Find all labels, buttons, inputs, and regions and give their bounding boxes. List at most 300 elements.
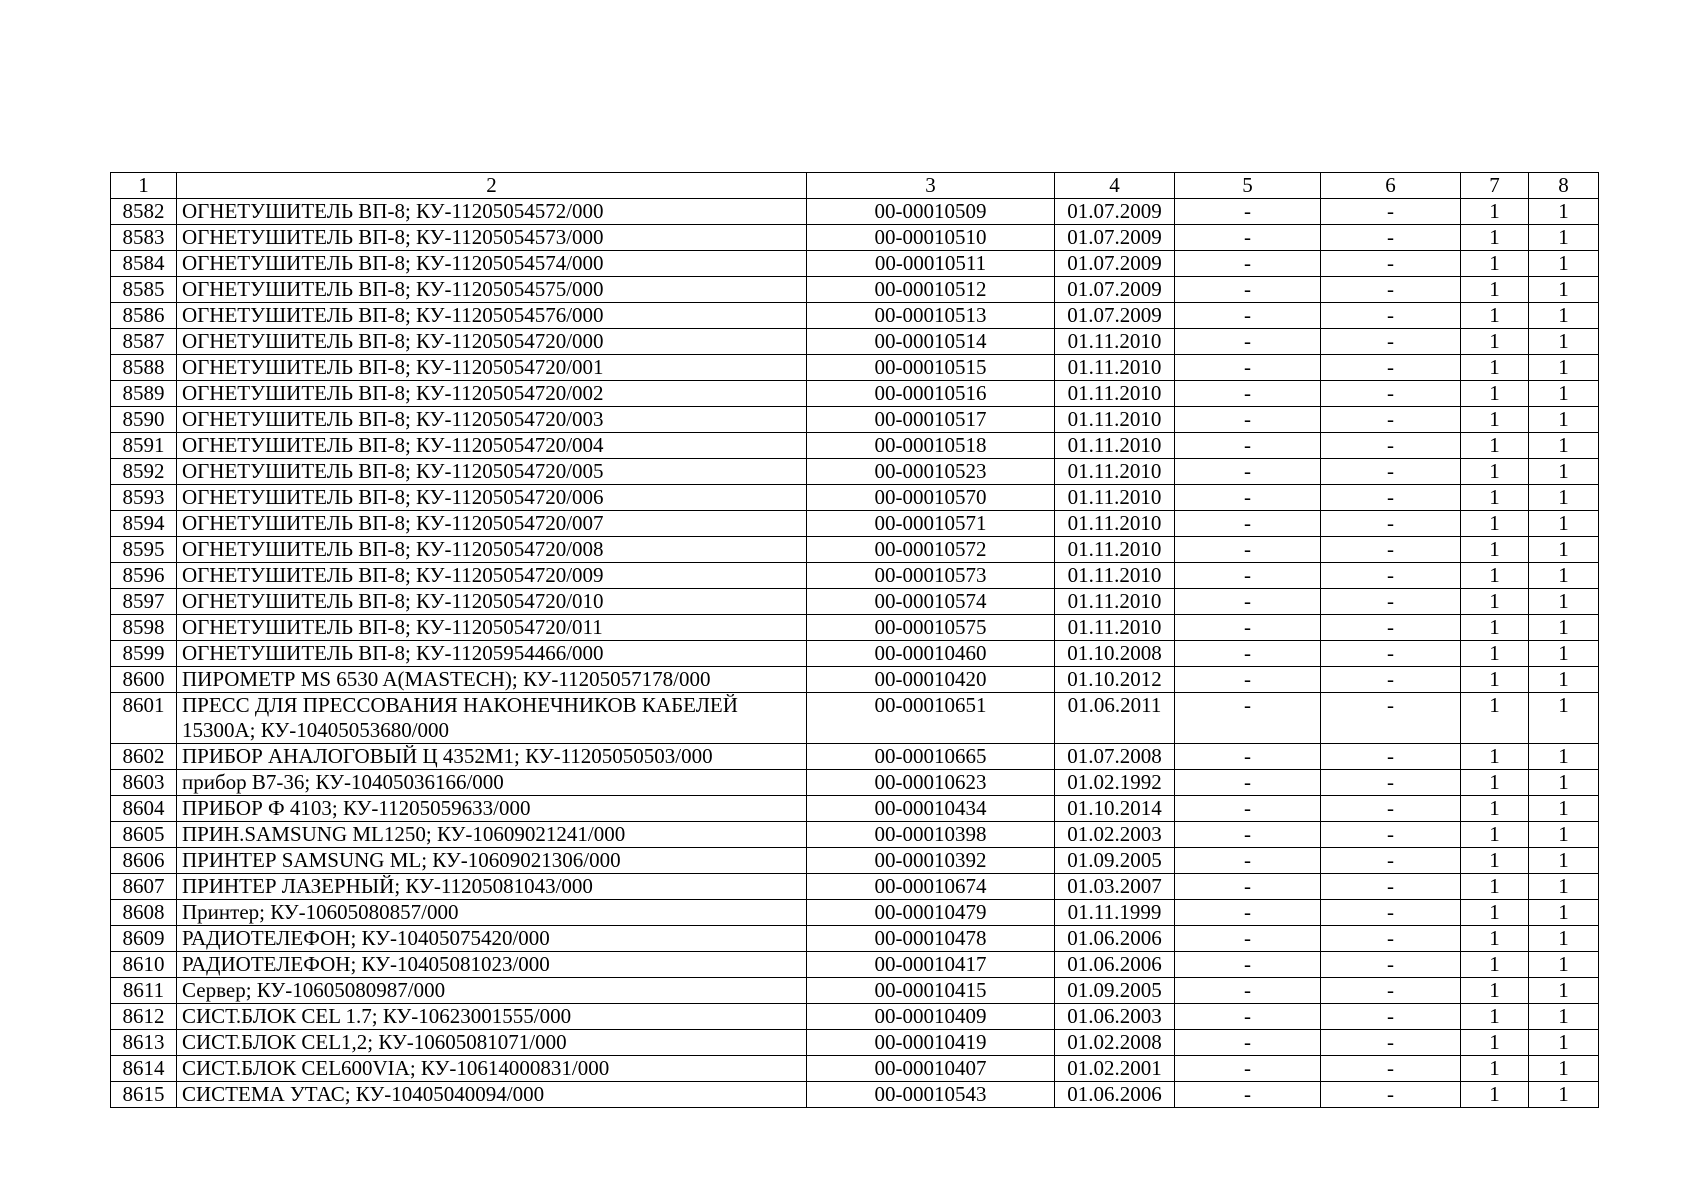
column-6-cell: - (1321, 511, 1461, 537)
date-cell: 01.02.2001 (1055, 1056, 1175, 1082)
table-row (111, 303, 1599, 329)
column-5-cell: - (1175, 900, 1321, 926)
column-8-cell: 1 (1529, 848, 1599, 874)
inventory-code-cell: 00-00010511 (807, 251, 1055, 277)
date-cell: 01.03.2007 (1055, 874, 1175, 900)
table-row (111, 874, 1599, 900)
date-cell: 01.06.2003 (1055, 1004, 1175, 1030)
table-row (111, 433, 1599, 459)
table-row (111, 1056, 1599, 1082)
item-name-cell: ПРИН.SAMSUNG ML1250; КУ-10609021241/000 (177, 822, 807, 848)
inventory-code-cell: 00-00010509 (807, 199, 1055, 225)
inventory-code-cell: 00-00010407 (807, 1056, 1055, 1082)
inventory-code-cell: 00-00010434 (807, 796, 1055, 822)
column-5-cell: - (1175, 1056, 1321, 1082)
inventory-code-cell: 00-00010514 (807, 329, 1055, 355)
column-6-cell: - (1321, 407, 1461, 433)
column-7-cell: 1 (1461, 433, 1529, 459)
column-header: 7 (1461, 173, 1529, 199)
inventory-code-cell: 00-00010573 (807, 563, 1055, 589)
item-name-cell: ОГНЕТУШИТЕЛЬ ВП-8; КУ-11205054720/001 (177, 355, 807, 381)
table-row (111, 199, 1599, 225)
item-name-cell: ОГНЕТУШИТЕЛЬ ВП-8; КУ-11205054572/000 (177, 199, 807, 225)
column-8-cell: 1 (1529, 459, 1599, 485)
column-6-cell: - (1321, 1056, 1461, 1082)
row-number-cell: 8595 (111, 537, 177, 563)
date-cell: 01.07.2009 (1055, 199, 1175, 225)
date-cell: 01.07.2009 (1055, 277, 1175, 303)
column-8-cell: 1 (1529, 641, 1599, 667)
inventory-code-cell: 00-00010510 (807, 225, 1055, 251)
column-6-cell: - (1321, 459, 1461, 485)
column-5-cell: - (1175, 225, 1321, 251)
column-6-cell: - (1321, 381, 1461, 407)
column-8-cell: 1 (1529, 796, 1599, 822)
row-number-cell: 8611 (111, 978, 177, 1004)
table-row (111, 329, 1599, 355)
inventory-code-cell: 00-00010570 (807, 485, 1055, 511)
column-7-cell: 1 (1461, 1082, 1529, 1108)
table-row (111, 537, 1599, 563)
item-name-cell: ОГНЕТУШИТЕЛЬ ВП-8; КУ-11205054720/009 (177, 563, 807, 589)
inventory-code-cell: 00-00010398 (807, 822, 1055, 848)
row-number-cell: 8610 (111, 952, 177, 978)
inventory-code-cell: 00-00010575 (807, 615, 1055, 641)
column-8-cell: 1 (1529, 225, 1599, 251)
date-cell: 01.07.2008 (1055, 744, 1175, 770)
column-7-cell: 1 (1461, 693, 1529, 744)
table-row (111, 407, 1599, 433)
date-cell: 01.07.2009 (1055, 303, 1175, 329)
column-7-cell: 1 (1461, 926, 1529, 952)
column-7-cell: 1 (1461, 329, 1529, 355)
column-5-cell: - (1175, 459, 1321, 485)
row-number-cell: 8613 (111, 1030, 177, 1056)
column-6-cell: - (1321, 1004, 1461, 1030)
date-cell: 01.11.2010 (1055, 407, 1175, 433)
table-row (111, 744, 1599, 770)
table-row (111, 1030, 1599, 1056)
column-5-cell: - (1175, 537, 1321, 563)
date-cell: 01.11.2010 (1055, 563, 1175, 589)
column-5-cell: - (1175, 926, 1321, 952)
column-5-cell: - (1175, 1004, 1321, 1030)
column-5-cell: - (1175, 329, 1321, 355)
inventory-code-cell: 00-00010523 (807, 459, 1055, 485)
table-row (111, 978, 1599, 1004)
item-name-cell: ОГНЕТУШИТЕЛЬ ВП-8; КУ-11205054720/004 (177, 433, 807, 459)
row-number-cell: 8606 (111, 848, 177, 874)
column-5-cell: - (1175, 251, 1321, 277)
column-7-cell: 1 (1461, 615, 1529, 641)
inventory-code-cell: 00-00010420 (807, 667, 1055, 693)
row-number-cell: 8604 (111, 796, 177, 822)
date-cell: 01.11.2010 (1055, 511, 1175, 537)
column-7-cell: 1 (1461, 641, 1529, 667)
row-number-cell: 8608 (111, 900, 177, 926)
column-7-cell: 1 (1461, 978, 1529, 1004)
column-6-cell: - (1321, 563, 1461, 589)
column-5-cell: - (1175, 485, 1321, 511)
item-name-cell: ОГНЕТУШИТЕЛЬ ВП-8; КУ-11205054574/000 (177, 251, 807, 277)
date-cell: 01.11.2010 (1055, 485, 1175, 511)
column-6-cell: - (1321, 225, 1461, 251)
column-6-cell: - (1321, 199, 1461, 225)
table-row (111, 485, 1599, 511)
column-8-cell: 1 (1529, 1082, 1599, 1108)
date-cell: 01.11.2010 (1055, 459, 1175, 485)
column-6-cell: - (1321, 251, 1461, 277)
column-8-cell: 1 (1529, 744, 1599, 770)
column-5-cell: - (1175, 641, 1321, 667)
column-6-cell: - (1321, 978, 1461, 1004)
column-7-cell: 1 (1461, 251, 1529, 277)
inventory-code-cell: 00-00010478 (807, 926, 1055, 952)
inventory-code-cell: 00-00010674 (807, 874, 1055, 900)
column-6-cell: - (1321, 822, 1461, 848)
date-cell: 01.10.2012 (1055, 667, 1175, 693)
row-number-cell: 8583 (111, 225, 177, 251)
table-row (111, 1082, 1599, 1108)
column-8-cell: 1 (1529, 251, 1599, 277)
column-header: 4 (1055, 173, 1175, 199)
row-number-cell: 8587 (111, 329, 177, 355)
table-row (111, 926, 1599, 952)
table-row (111, 511, 1599, 537)
column-7-cell: 1 (1461, 952, 1529, 978)
table-row (111, 900, 1599, 926)
column-6-cell: - (1321, 485, 1461, 511)
row-number-cell: 8598 (111, 615, 177, 641)
table-row (111, 459, 1599, 485)
column-5-cell: - (1175, 693, 1321, 744)
column-7-cell: 1 (1461, 667, 1529, 693)
row-number-cell: 8615 (111, 1082, 177, 1108)
table-row (111, 848, 1599, 874)
row-number-cell: 8589 (111, 381, 177, 407)
item-name-cell: ПИРОМЕТР MS 6530 A(MASTECH); КУ-11205057178/000 (177, 667, 807, 693)
item-name-cell: прибор В7-36; КУ-10405036166/000 (177, 770, 807, 796)
column-5-cell: - (1175, 770, 1321, 796)
inventory-code-cell: 00-00010623 (807, 770, 1055, 796)
table-row (111, 641, 1599, 667)
item-name-cell: РАДИОТЕЛЕФОН; КУ-10405081023/000 (177, 952, 807, 978)
table-row (111, 563, 1599, 589)
column-5-cell: - (1175, 563, 1321, 589)
row-number-cell: 8590 (111, 407, 177, 433)
column-8-cell: 1 (1529, 900, 1599, 926)
item-name-cell: ОГНЕТУШИТЕЛЬ ВП-8; КУ-11205054720/005 (177, 459, 807, 485)
column-8-cell: 1 (1529, 822, 1599, 848)
column-7-cell: 1 (1461, 407, 1529, 433)
column-5-cell: - (1175, 407, 1321, 433)
column-8-cell: 1 (1529, 589, 1599, 615)
column-8-cell: 1 (1529, 952, 1599, 978)
column-5-cell: - (1175, 1082, 1321, 1108)
column-7-cell: 1 (1461, 537, 1529, 563)
column-8-cell: 1 (1529, 1030, 1599, 1056)
column-6-cell: - (1321, 433, 1461, 459)
date-cell: 01.11.1999 (1055, 900, 1175, 926)
item-name-cell: ОГНЕТУШИТЕЛЬ ВП-8; КУ-11205054573/000 (177, 225, 807, 251)
column-5-cell: - (1175, 381, 1321, 407)
item-name-cell: Сервер; КУ-10605080987/000 (177, 978, 807, 1004)
column-8-cell: 1 (1529, 926, 1599, 952)
column-8-cell: 1 (1529, 485, 1599, 511)
item-name-cell: ОГНЕТУШИТЕЛЬ ВП-8; КУ-11205054575/000 (177, 277, 807, 303)
date-cell: 01.11.2010 (1055, 537, 1175, 563)
row-number-cell: 8605 (111, 822, 177, 848)
table-row (111, 952, 1599, 978)
column-7-cell: 1 (1461, 874, 1529, 900)
column-8-cell: 1 (1529, 537, 1599, 563)
date-cell: 01.07.2009 (1055, 251, 1175, 277)
inventory-code-cell: 00-00010479 (807, 900, 1055, 926)
table-row (111, 796, 1599, 822)
item-name-cell: ОГНЕТУШИТЕЛЬ ВП-8; КУ-11205054720/000 (177, 329, 807, 355)
column-8-cell: 1 (1529, 693, 1599, 744)
inventory-code-cell: 00-00010460 (807, 641, 1055, 667)
column-5-cell: - (1175, 199, 1321, 225)
column-header: 3 (807, 173, 1055, 199)
item-name-cell: СИСТ.БЛОК CEL 1.7; КУ-10623001555/000 (177, 1004, 807, 1030)
date-cell: 01.11.2010 (1055, 589, 1175, 615)
column-5-cell: - (1175, 1030, 1321, 1056)
column-8-cell: 1 (1529, 1056, 1599, 1082)
column-5-cell: - (1175, 978, 1321, 1004)
column-8-cell: 1 (1529, 407, 1599, 433)
row-number-cell: 8594 (111, 511, 177, 537)
column-8-cell: 1 (1529, 355, 1599, 381)
column-6-cell: - (1321, 770, 1461, 796)
inventory-code-cell: 00-00010515 (807, 355, 1055, 381)
column-8-cell: 1 (1529, 615, 1599, 641)
column-8-cell: 1 (1529, 978, 1599, 1004)
date-cell: 01.02.2008 (1055, 1030, 1175, 1056)
column-8-cell: 1 (1529, 303, 1599, 329)
column-7-cell: 1 (1461, 1004, 1529, 1030)
date-cell: 01.02.1992 (1055, 770, 1175, 796)
item-name-cell: ОГНЕТУШИТЕЛЬ ВП-8; КУ-11205054720/006 (177, 485, 807, 511)
column-6-cell: - (1321, 848, 1461, 874)
column-7-cell: 1 (1461, 796, 1529, 822)
row-number-cell: 8588 (111, 355, 177, 381)
column-header: 1 (111, 173, 177, 199)
date-cell: 01.06.2006 (1055, 952, 1175, 978)
item-name-cell: ПРИНТЕР SAMSUNG ML; КУ-10609021306/000 (177, 848, 807, 874)
column-7-cell: 1 (1461, 511, 1529, 537)
row-number-cell: 8582 (111, 199, 177, 225)
column-7-cell: 1 (1461, 770, 1529, 796)
item-name-cell: ПРЕСС ДЛЯ ПРЕССОВАНИЯ НАКОНЕЧНИКОВ КАБЕЛЕЙ 15300А; КУ-10405053680/000 (177, 693, 807, 744)
column-7-cell: 1 (1461, 355, 1529, 381)
date-cell: 01.09.2005 (1055, 978, 1175, 1004)
row-number-cell: 8601 (111, 693, 177, 744)
column-7-cell: 1 (1461, 848, 1529, 874)
inventory-code-cell: 00-00010409 (807, 1004, 1055, 1030)
column-5-cell: - (1175, 667, 1321, 693)
table-row (111, 822, 1599, 848)
date-cell: 01.10.2014 (1055, 796, 1175, 822)
column-8-cell: 1 (1529, 770, 1599, 796)
item-name-cell: Принтер; КУ-10605080857/000 (177, 900, 807, 926)
column-8-cell: 1 (1529, 277, 1599, 303)
inventory-code-cell: 00-00010516 (807, 381, 1055, 407)
column-5-cell: - (1175, 277, 1321, 303)
column-7-cell: 1 (1461, 822, 1529, 848)
inventory-code-cell: 00-00010665 (807, 744, 1055, 770)
inventory-code-cell: 00-00010574 (807, 589, 1055, 615)
item-name-cell: ПРИБОР АНАЛОГОВЫЙ Ц 4352М1; КУ-11205050503/000 (177, 744, 807, 770)
row-number-cell: 8592 (111, 459, 177, 485)
date-cell: 01.11.2010 (1055, 615, 1175, 641)
column-header: 8 (1529, 173, 1599, 199)
table-row (111, 251, 1599, 277)
column-6-cell: - (1321, 667, 1461, 693)
row-number-cell: 8603 (111, 770, 177, 796)
inventory-code-cell: 00-00010517 (807, 407, 1055, 433)
column-header: 6 (1321, 173, 1461, 199)
column-6-cell: - (1321, 329, 1461, 355)
column-7-cell: 1 (1461, 485, 1529, 511)
date-cell: 01.10.2008 (1055, 641, 1175, 667)
date-cell: 01.06.2006 (1055, 926, 1175, 952)
column-6-cell: - (1321, 744, 1461, 770)
table-body (111, 173, 1599, 1108)
column-8-cell: 1 (1529, 381, 1599, 407)
date-cell: 01.06.2011 (1055, 693, 1175, 744)
item-name-cell: ПРИНТЕР ЛАЗЕРНЫЙ; КУ-11205081043/000 (177, 874, 807, 900)
column-5-cell: - (1175, 952, 1321, 978)
column-8-cell: 1 (1529, 1004, 1599, 1030)
item-name-cell: ОГНЕТУШИТЕЛЬ ВП-8; КУ-11205054720/011 (177, 615, 807, 641)
inventory-code-cell: 00-00010651 (807, 693, 1055, 744)
column-5-cell: - (1175, 589, 1321, 615)
table-header-row (111, 173, 1599, 199)
column-7-cell: 1 (1461, 459, 1529, 485)
item-name-cell: ОГНЕТУШИТЕЛЬ ВП-8; КУ-11205054720/008 (177, 537, 807, 563)
inventory-code-cell: 00-00010392 (807, 848, 1055, 874)
column-6-cell: - (1321, 900, 1461, 926)
column-6-cell: - (1321, 355, 1461, 381)
column-5-cell: - (1175, 874, 1321, 900)
column-5-cell: - (1175, 822, 1321, 848)
table-row (111, 225, 1599, 251)
row-number-cell: 8593 (111, 485, 177, 511)
column-5-cell: - (1175, 744, 1321, 770)
item-name-cell: СИСТ.БЛОК CEL1,2; КУ-10605081071/000 (177, 1030, 807, 1056)
table-row (111, 277, 1599, 303)
item-name-cell: ОГНЕТУШИТЕЛЬ ВП-8; КУ-11205954466/000 (177, 641, 807, 667)
column-6-cell: - (1321, 303, 1461, 329)
row-number-cell: 8609 (111, 926, 177, 952)
item-name-cell: ОГНЕТУШИТЕЛЬ ВП-8; КУ-11205054576/000 (177, 303, 807, 329)
column-8-cell: 1 (1529, 433, 1599, 459)
column-7-cell: 1 (1461, 1056, 1529, 1082)
row-number-cell: 8597 (111, 589, 177, 615)
date-cell: 01.06.2006 (1055, 1082, 1175, 1108)
table-row (111, 770, 1599, 796)
row-number-cell: 8600 (111, 667, 177, 693)
column-6-cell: - (1321, 952, 1461, 978)
column-8-cell: 1 (1529, 199, 1599, 225)
table-row (111, 381, 1599, 407)
column-header: 5 (1175, 173, 1321, 199)
column-5-cell: - (1175, 303, 1321, 329)
column-7-cell: 1 (1461, 1030, 1529, 1056)
column-5-cell: - (1175, 355, 1321, 381)
item-name-cell: ОГНЕТУШИТЕЛЬ ВП-8; КУ-11205054720/003 (177, 407, 807, 433)
date-cell: 01.09.2005 (1055, 848, 1175, 874)
row-number-cell: 8596 (111, 563, 177, 589)
item-name-cell: ОГНЕТУШИТЕЛЬ ВП-8; КУ-11205054720/010 (177, 589, 807, 615)
column-6-cell: - (1321, 926, 1461, 952)
row-number-cell: 8602 (111, 744, 177, 770)
inventory-code-cell: 00-00010415 (807, 978, 1055, 1004)
column-5-cell: - (1175, 796, 1321, 822)
row-number-cell: 8612 (111, 1004, 177, 1030)
column-8-cell: 1 (1529, 329, 1599, 355)
column-7-cell: 1 (1461, 563, 1529, 589)
row-number-cell: 8584 (111, 251, 177, 277)
table-row (111, 667, 1599, 693)
column-7-cell: 1 (1461, 381, 1529, 407)
date-cell: 01.11.2010 (1055, 355, 1175, 381)
item-name-cell: СИСТ.БЛОК CEL600VIA; КУ-10614000831/000 (177, 1056, 807, 1082)
inventory-code-cell: 00-00010518 (807, 433, 1055, 459)
column-7-cell: 1 (1461, 225, 1529, 251)
column-6-cell: - (1321, 1030, 1461, 1056)
column-7-cell: 1 (1461, 199, 1529, 225)
item-name-cell: РАДИОТЕЛЕФОН; КУ-10405075420/000 (177, 926, 807, 952)
inventory-table (110, 172, 1599, 1108)
column-7-cell: 1 (1461, 303, 1529, 329)
date-cell: 01.11.2010 (1055, 329, 1175, 355)
item-name-cell: ОГНЕТУШИТЕЛЬ ВП-8; КУ-11205054720/002 (177, 381, 807, 407)
date-cell: 01.02.2003 (1055, 822, 1175, 848)
column-5-cell: - (1175, 615, 1321, 641)
column-6-cell: - (1321, 796, 1461, 822)
column-8-cell: 1 (1529, 667, 1599, 693)
date-cell: 01.11.2010 (1055, 381, 1175, 407)
column-7-cell: 1 (1461, 589, 1529, 615)
column-8-cell: 1 (1529, 874, 1599, 900)
inventory-code-cell: 00-00010543 (807, 1082, 1055, 1108)
inventory-code-cell: 00-00010572 (807, 537, 1055, 563)
column-6-cell: - (1321, 874, 1461, 900)
column-6-cell: - (1321, 589, 1461, 615)
item-name-cell: ПРИБОР Ф 4103; КУ-11205059633/000 (177, 796, 807, 822)
column-6-cell: - (1321, 693, 1461, 744)
column-5-cell: - (1175, 511, 1321, 537)
table-row (111, 589, 1599, 615)
column-7-cell: 1 (1461, 900, 1529, 926)
row-number-cell: 8607 (111, 874, 177, 900)
column-header: 2 (177, 173, 807, 199)
item-name-cell: ОГНЕТУШИТЕЛЬ ВП-8; КУ-11205054720/007 (177, 511, 807, 537)
inventory-code-cell: 00-00010417 (807, 952, 1055, 978)
column-6-cell: - (1321, 641, 1461, 667)
row-number-cell: 8614 (111, 1056, 177, 1082)
column-6-cell: - (1321, 537, 1461, 563)
row-number-cell: 8586 (111, 303, 177, 329)
date-cell: 01.07.2009 (1055, 225, 1175, 251)
inventory-code-cell: 00-00010571 (807, 511, 1055, 537)
column-5-cell: - (1175, 433, 1321, 459)
inventory-code-cell: 00-00010419 (807, 1030, 1055, 1056)
row-number-cell: 8591 (111, 433, 177, 459)
inventory-code-cell: 00-00010512 (807, 277, 1055, 303)
